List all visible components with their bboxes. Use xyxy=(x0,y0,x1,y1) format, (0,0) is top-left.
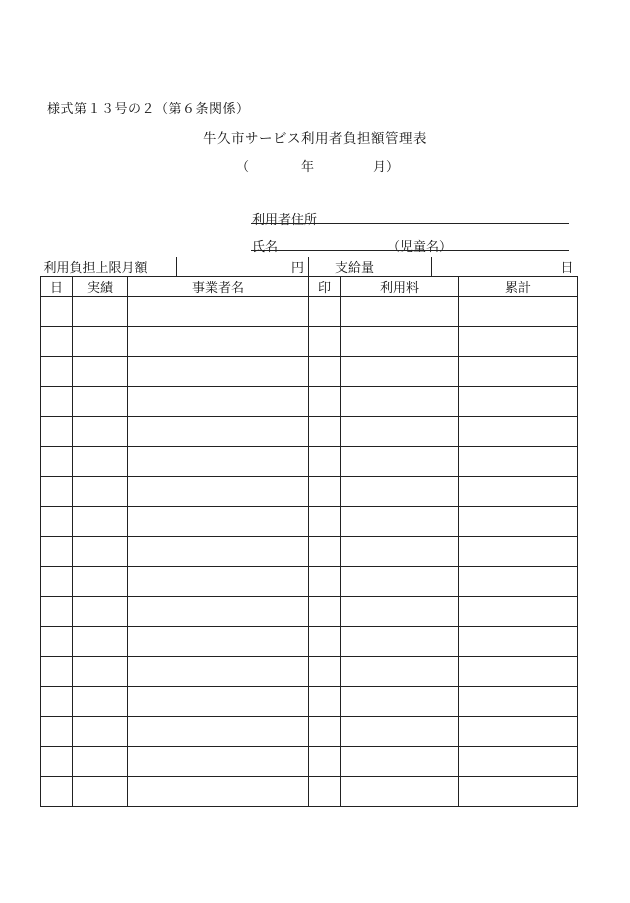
total-cell[interactable] xyxy=(459,657,578,687)
col-header-day: 日 xyxy=(41,277,73,297)
day-cell[interactable] xyxy=(41,327,73,357)
period-month-label: 月） xyxy=(373,160,400,175)
record-cell[interactable] xyxy=(73,717,128,747)
user-name-line[interactable] xyxy=(251,250,569,251)
record-cell[interactable] xyxy=(73,597,128,627)
seal-cell[interactable] xyxy=(309,387,341,417)
limit-label: 利用負担上限月額 xyxy=(41,257,177,276)
seal-cell[interactable] xyxy=(309,597,341,627)
record-cell[interactable] xyxy=(73,657,128,687)
col-header-provider: 事業者名 xyxy=(128,277,309,297)
total-cell[interactable] xyxy=(459,477,578,507)
seal-cell[interactable] xyxy=(309,297,341,327)
seal-cell[interactable] xyxy=(309,747,341,777)
provider-cell[interactable] xyxy=(128,597,309,627)
table-row xyxy=(41,297,578,327)
user-address-line[interactable] xyxy=(251,223,569,224)
record-cell[interactable] xyxy=(73,447,128,477)
day-cell[interactable] xyxy=(41,537,73,567)
seal-cell[interactable] xyxy=(309,717,341,747)
total-cell[interactable] xyxy=(459,687,578,717)
total-cell[interactable] xyxy=(459,447,578,477)
seal-cell[interactable] xyxy=(309,687,341,717)
provider-cell[interactable] xyxy=(128,687,309,717)
table-row xyxy=(41,717,578,747)
fee-cell[interactable] xyxy=(341,597,459,627)
page-title: 牛久市サービス利用者負担額管理表 xyxy=(203,131,427,147)
day-cell[interactable] xyxy=(41,507,73,537)
total-cell[interactable] xyxy=(459,297,578,327)
provider-cell[interactable] xyxy=(128,447,309,477)
seal-cell[interactable] xyxy=(309,627,341,657)
fee-cell[interactable] xyxy=(341,627,459,657)
table-row xyxy=(41,477,578,507)
provider-cell[interactable] xyxy=(128,387,309,417)
seal-cell[interactable] xyxy=(309,507,341,537)
table-row xyxy=(41,597,578,627)
day-cell[interactable] xyxy=(41,417,73,447)
total-cell[interactable] xyxy=(459,417,578,447)
day-cell[interactable] xyxy=(41,297,73,327)
record-cell[interactable] xyxy=(73,747,128,777)
day-cell[interactable] xyxy=(41,477,73,507)
total-cell[interactable] xyxy=(459,327,578,357)
table-row xyxy=(41,747,578,777)
total-cell[interactable] xyxy=(459,357,578,387)
provider-cell[interactable] xyxy=(128,717,309,747)
record-cell[interactable] xyxy=(73,687,128,717)
table-row xyxy=(41,507,578,537)
seal-cell[interactable] xyxy=(309,447,341,477)
burden-management-table xyxy=(40,257,578,807)
table-row xyxy=(41,537,578,567)
seal-cell[interactable] xyxy=(309,777,341,807)
fee-cell[interactable] xyxy=(341,747,459,777)
provider-cell[interactable] xyxy=(128,357,309,387)
provider-cell[interactable] xyxy=(128,657,309,687)
total-cell[interactable] xyxy=(459,507,578,537)
day-cell[interactable] xyxy=(41,747,73,777)
user-name-label: 氏名 xyxy=(252,240,279,255)
total-cell[interactable] xyxy=(459,537,578,567)
fee-cell[interactable] xyxy=(341,447,459,477)
table-row xyxy=(41,327,578,357)
table-row xyxy=(41,777,578,807)
fee-cell[interactable] xyxy=(341,297,459,327)
fee-cell[interactable] xyxy=(341,567,459,597)
provider-cell[interactable] xyxy=(128,327,309,357)
record-cell[interactable] xyxy=(73,777,128,807)
record-cell[interactable] xyxy=(73,507,128,537)
provider-cell[interactable] xyxy=(128,507,309,537)
record-cell[interactable] xyxy=(73,417,128,447)
day-cell[interactable] xyxy=(41,387,73,417)
total-cell[interactable] xyxy=(459,747,578,777)
day-cell[interactable] xyxy=(41,567,73,597)
fee-cell[interactable] xyxy=(341,657,459,687)
table-row xyxy=(41,687,578,717)
limit-amount-field[interactable] xyxy=(176,257,308,276)
record-cell[interactable] xyxy=(73,297,128,327)
day-cell[interactable] xyxy=(41,777,73,807)
record-cell[interactable] xyxy=(73,357,128,387)
period-year-label: 年 xyxy=(301,160,315,175)
fee-cell[interactable] xyxy=(341,387,459,417)
limit-row xyxy=(41,257,578,277)
fee-cell[interactable] xyxy=(341,327,459,357)
supply-label: 支給量 xyxy=(309,257,432,276)
seal-cell[interactable] xyxy=(309,417,341,447)
col-header-fee: 利用料 xyxy=(341,277,459,297)
limit-unit: 円 xyxy=(290,261,304,276)
seal-cell[interactable] xyxy=(309,477,341,507)
table-row xyxy=(41,447,578,477)
table-row xyxy=(41,657,578,687)
record-cell[interactable] xyxy=(73,627,128,657)
total-cell[interactable] xyxy=(459,717,578,747)
day-cell[interactable] xyxy=(41,627,73,657)
record-cell[interactable] xyxy=(73,387,128,417)
day-cell[interactable] xyxy=(41,357,73,387)
total-cell[interactable] xyxy=(459,777,578,807)
total-cell[interactable] xyxy=(459,597,578,627)
seal-cell[interactable] xyxy=(309,567,341,597)
fee-cell[interactable] xyxy=(341,717,459,747)
total-cell[interactable] xyxy=(459,627,578,657)
supply-amount-field[interactable] xyxy=(432,257,578,276)
record-cell[interactable] xyxy=(73,567,128,597)
table-row xyxy=(41,357,578,387)
provider-cell[interactable] xyxy=(128,747,309,777)
provider-cell[interactable] xyxy=(128,297,309,327)
seal-cell[interactable] xyxy=(309,537,341,567)
provider-cell[interactable] xyxy=(128,477,309,507)
provider-cell[interactable] xyxy=(128,627,309,657)
seal-cell[interactable] xyxy=(309,357,341,387)
record-cell[interactable] xyxy=(73,537,128,567)
table-row xyxy=(41,417,578,447)
col-header-record: 実績 xyxy=(73,277,128,297)
fee-cell[interactable] xyxy=(341,477,459,507)
seal-cell[interactable] xyxy=(309,327,341,357)
col-header-seal: 印 xyxy=(309,277,341,297)
record-cell[interactable] xyxy=(73,477,128,507)
form-number: 様式第１３号の２（第６条関係） xyxy=(47,102,250,117)
provider-cell[interactable] xyxy=(128,567,309,597)
table-row xyxy=(41,387,578,417)
period-open-paren: （ xyxy=(236,160,250,175)
provider-cell[interactable] xyxy=(128,417,309,447)
day-cell[interactable] xyxy=(41,717,73,747)
total-cell[interactable] xyxy=(459,567,578,597)
day-cell[interactable] xyxy=(41,597,73,627)
day-cell[interactable] xyxy=(41,447,73,477)
fee-cell[interactable] xyxy=(341,357,459,387)
col-header-total: 累計 xyxy=(459,277,578,297)
fee-cell[interactable] xyxy=(341,507,459,537)
record-cell[interactable] xyxy=(73,327,128,357)
user-address-label: 利用者住所 xyxy=(252,213,318,228)
seal-cell[interactable] xyxy=(309,657,341,687)
fee-cell[interactable] xyxy=(341,417,459,447)
total-cell[interactable] xyxy=(459,387,578,417)
column-header-row xyxy=(41,277,578,297)
child-name-label: （児童名） xyxy=(387,240,453,255)
fee-cell[interactable] xyxy=(341,777,459,807)
fee-cell[interactable] xyxy=(341,537,459,567)
table-row xyxy=(41,567,578,597)
provider-cell[interactable] xyxy=(128,537,309,567)
provider-cell[interactable] xyxy=(128,777,309,807)
table-row xyxy=(41,627,578,657)
day-cell[interactable] xyxy=(41,687,73,717)
fee-cell[interactable] xyxy=(341,687,459,717)
day-cell[interactable] xyxy=(41,657,73,687)
supply-unit: 日 xyxy=(560,261,574,276)
